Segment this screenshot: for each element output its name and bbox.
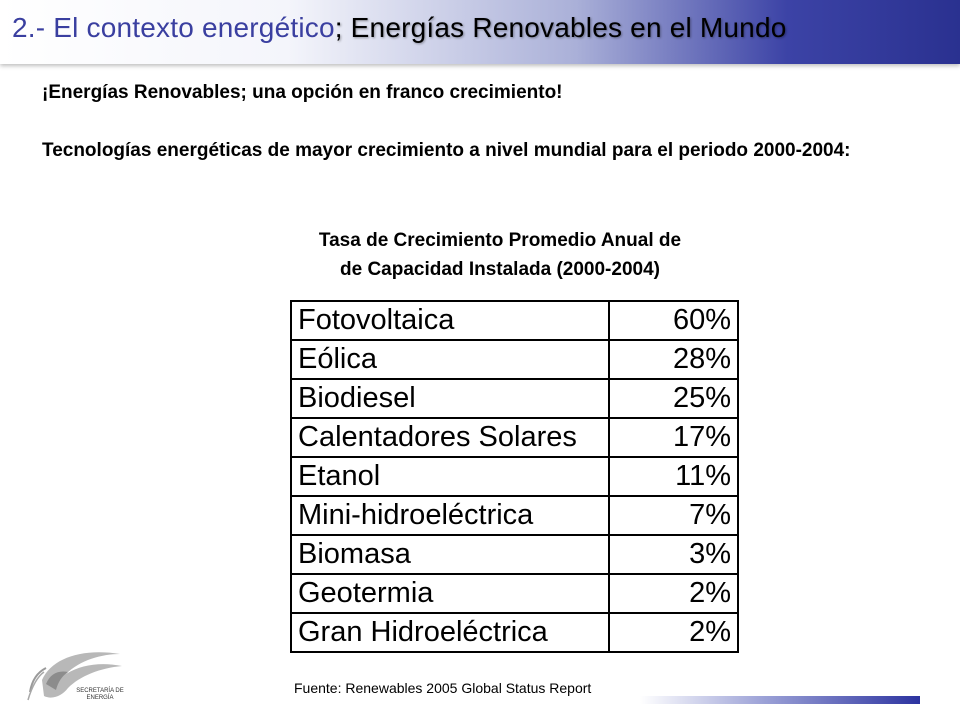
technology-cell: Etanol	[291, 457, 609, 496]
rate-cell: 7%	[609, 496, 738, 535]
rate-cell: 60%	[609, 301, 738, 340]
table-row	[291, 340, 738, 379]
table-row	[291, 457, 738, 496]
technology-cell: Fotovoltaica	[291, 301, 609, 340]
title-part-2: ; Energías Renovables en el Mundo	[334, 12, 787, 43]
table-row	[291, 613, 738, 652]
table-title	[240, 226, 760, 284]
table-row	[291, 418, 738, 457]
logo-text	[70, 688, 130, 702]
growth-rate-table	[290, 300, 739, 653]
table-row	[291, 496, 738, 535]
rate-cell: 2%	[609, 574, 738, 613]
source-citation: Fuente: Renewables 2005 Global Status Report	[294, 680, 592, 696]
technology-cell: Mini-hidroeléctrica	[291, 496, 609, 535]
table-row	[291, 301, 738, 340]
technology-cell: Geotermia	[291, 574, 609, 613]
rate-cell: 28%	[609, 340, 738, 379]
rate-cell: 3%	[609, 535, 738, 574]
table-row	[291, 574, 738, 613]
description-paragraph: Tecnologías energéticas de mayor crecimiento a nivel mundial para el periodo 2000-2004:	[42, 140, 851, 161]
title-part-1: 2.- El contexto energético	[12, 12, 335, 43]
intro-text: ¡Energías Renovables; una opción en franco crecimiento!	[42, 82, 563, 103]
logo-text-line-1: SECRETARÍA DE	[76, 688, 124, 694]
technology-cell: Biodiesel	[291, 379, 609, 418]
rate-cell: 11%	[609, 457, 738, 496]
table-row	[291, 535, 738, 574]
rate-cell: 17%	[609, 418, 738, 457]
slide-title	[12, 12, 787, 44]
rate-cell: 2%	[609, 613, 738, 652]
technology-cell: Gran Hidroeléctrica	[291, 613, 609, 652]
rate-cell: 25%	[609, 379, 738, 418]
footer-bar	[640, 696, 920, 704]
table-title-line-2: de Capacidad Instalada (2000-2004)	[340, 259, 660, 280]
logo-text-line-2: ENERGÍA	[86, 695, 114, 701]
technology-cell: Calentadores Solares	[291, 418, 609, 457]
table-title-line-1: Tasa de Crecimiento Promedio Anual de	[318, 230, 682, 251]
table-row	[291, 379, 738, 418]
technology-cell: Biomasa	[291, 535, 609, 574]
technology-cell: Eólica	[291, 340, 609, 379]
